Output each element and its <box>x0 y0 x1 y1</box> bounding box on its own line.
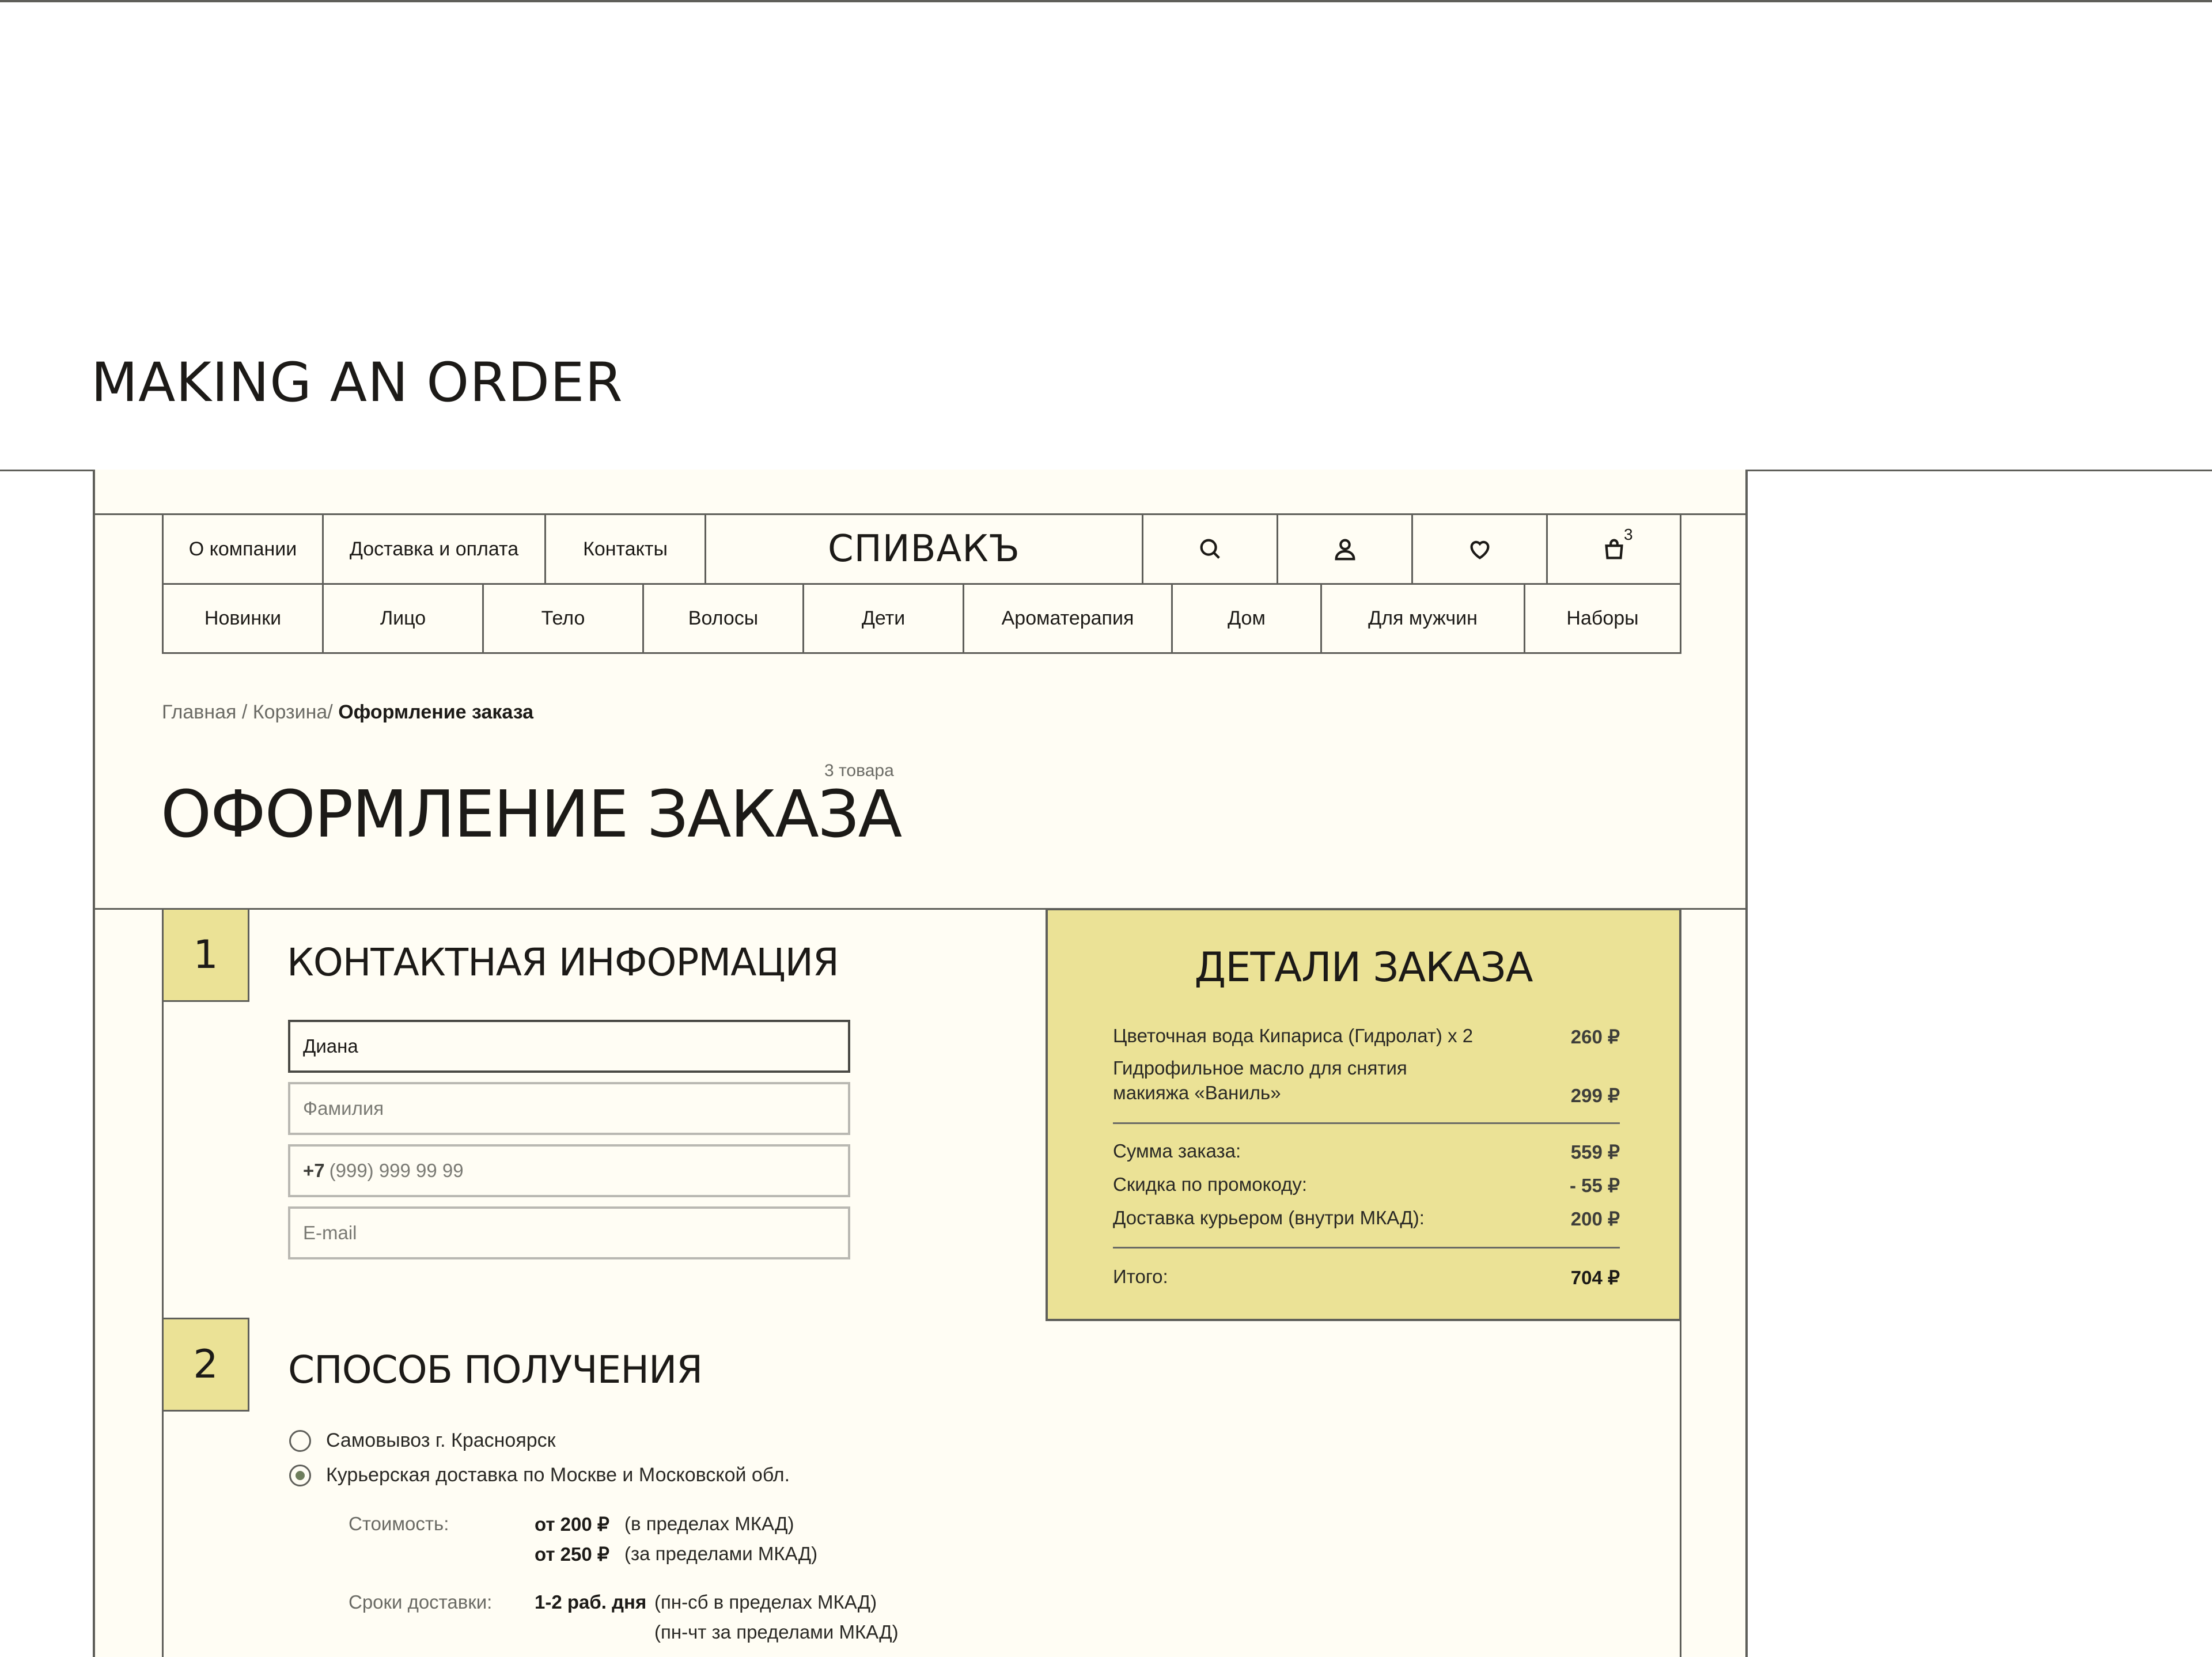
order-item-name: Гидрофильное масло для снятия <box>1113 1057 1407 1079</box>
category-sets[interactable]: Наборы <box>1524 583 1681 654</box>
logo[interactable]: СПИВАКЪ <box>704 513 1143 585</box>
items-count: 3 товара <box>824 761 894 780</box>
first-name-value: Диана <box>303 1035 358 1057</box>
breadcrumb-home[interactable]: Главная <box>162 701 237 723</box>
terms-note-inside: (пн-сб в пределах МКАД) <box>654 1591 877 1613</box>
last-name-placeholder: Фамилия <box>303 1098 384 1119</box>
cost-inside <box>535 1513 609 1535</box>
nav-about[interactable]: О компании <box>162 513 324 585</box>
category-body[interactable]: Тело <box>482 583 644 654</box>
pickup-option-label[interactable]: Самовывоз г. Красноярск <box>326 1429 556 1451</box>
order-item-name: Цветочная вода Кипариса (Гидролат) х 2 <box>1113 1025 1474 1046</box>
sum-label: Сумма заказа: <box>1113 1140 1241 1162</box>
order-item <box>1113 1023 1620 1049</box>
category-face[interactable]: Лицо <box>322 583 484 654</box>
discount-row <box>1113 1172 1620 1197</box>
sum-row <box>1113 1138 1620 1164</box>
sum-value: 559 ₽ <box>1570 1141 1620 1163</box>
discount-value: - 55 ₽ <box>1569 1175 1620 1196</box>
breadcrumb-cart[interactable]: Корзина <box>252 701 328 723</box>
user-icon <box>1332 536 1358 562</box>
phone-placeholder: (999) 999 99 99 <box>329 1160 464 1181</box>
page-title: ОФОРМЛЕНИЕ ЗАКАЗА <box>161 777 902 852</box>
delivery-cost-row <box>1113 1205 1620 1231</box>
terms <box>535 1591 646 1613</box>
breadcrumb-separator: / <box>327 701 339 723</box>
cost-outside-note: (за пределами МКАД) <box>624 1543 818 1564</box>
terms-value: 1-2 раб. дня <box>535 1591 647 1613</box>
category-kids[interactable]: Дети <box>802 583 964 654</box>
order-details-title: ДЕТАЛИ ЗАКАЗА <box>1194 944 1533 991</box>
pickup-radio[interactable] <box>289 1430 311 1452</box>
phone-field[interactable] <box>288 1144 850 1197</box>
heart-icon <box>1467 536 1493 562</box>
account-button[interactable] <box>1277 513 1413 585</box>
details-divider <box>1113 1122 1620 1124</box>
nav-delivery[interactable]: Доставка и оплата <box>322 513 546 585</box>
last-name-field[interactable] <box>288 1082 850 1135</box>
details-divider <box>1113 1247 1620 1249</box>
first-name-field[interactable] <box>288 1020 850 1073</box>
favorites-button[interactable] <box>1411 513 1548 585</box>
site-header <box>162 513 1681 654</box>
terms-note-outside: (пн-чт за пределами МКАД) <box>654 1621 899 1643</box>
total-label: Итого: <box>1113 1266 1168 1287</box>
cost-outside <box>535 1543 609 1565</box>
breadcrumb <box>162 701 533 724</box>
cost-inside-value: от 200 ₽ <box>535 1514 609 1535</box>
courier-option-label[interactable]: Курьерская доставка по Москве и Московской обл. <box>326 1464 790 1486</box>
bag-icon <box>1601 536 1627 562</box>
email-field[interactable] <box>288 1206 850 1259</box>
step-number-2: 2 <box>162 1318 249 1412</box>
order-item <box>1113 1056 1620 1106</box>
top-divider <box>0 0 2212 2</box>
delivery-cost-value: 200 ₽ <box>1570 1208 1620 1229</box>
cart-button[interactable] <box>1546 513 1681 585</box>
order-item-name: макияжа «Ваниль» <box>1113 1082 1281 1103</box>
search-button[interactable] <box>1142 513 1278 585</box>
order-item-price: 299 ₽ <box>1570 1085 1620 1106</box>
category-hair[interactable]: Волосы <box>642 583 804 654</box>
terms-label: Сроки доставки: <box>349 1591 493 1613</box>
category-aromatherapy[interactable]: Ароматерапия <box>963 583 1173 654</box>
delivery-section-title: СПОСОБ ПОЛУЧЕНИЯ <box>288 1348 703 1392</box>
cost-outside-value: от 250 ₽ <box>535 1543 609 1565</box>
content-left-border <box>162 908 164 1657</box>
phone-code: +7 <box>303 1160 325 1181</box>
cost-label: Стоимость: <box>349 1513 449 1534</box>
discount-label: Скидка по промокоду: <box>1113 1174 1308 1195</box>
total-row <box>1113 1264 1620 1289</box>
cost-inside-note: (в пределах МКАД) <box>624 1513 794 1534</box>
contact-section-title: КОНТАКТНАЯ ИНФОРМАЦИЯ <box>287 940 839 985</box>
order-details-panel <box>1046 908 1681 1321</box>
delivery-cost-label: Доставка курьером (внутри МКАД): <box>1113 1207 1425 1228</box>
breadcrumb-separator: / <box>236 701 253 723</box>
category-new[interactable]: Новинки <box>162 583 324 654</box>
order-item-price: 260 ₽ <box>1570 1026 1620 1047</box>
search-icon <box>1197 536 1224 562</box>
category-men[interactable]: Для мужчин <box>1320 583 1525 654</box>
email-placeholder: E-mail <box>303 1222 357 1243</box>
category-home[interactable]: Дом <box>1171 583 1322 654</box>
nav-contacts[interactable]: Контакты <box>544 513 706 585</box>
breadcrumb-current: Оформление заказа <box>338 701 534 723</box>
canvas-title: MAKING AN ORDER <box>91 351 623 414</box>
courier-radio[interactable] <box>289 1465 311 1486</box>
total-value: 704 ₽ <box>1570 1267 1620 1288</box>
cart-count-badge: 3 <box>1624 525 1633 543</box>
step-number-1: 1 <box>162 908 249 1002</box>
